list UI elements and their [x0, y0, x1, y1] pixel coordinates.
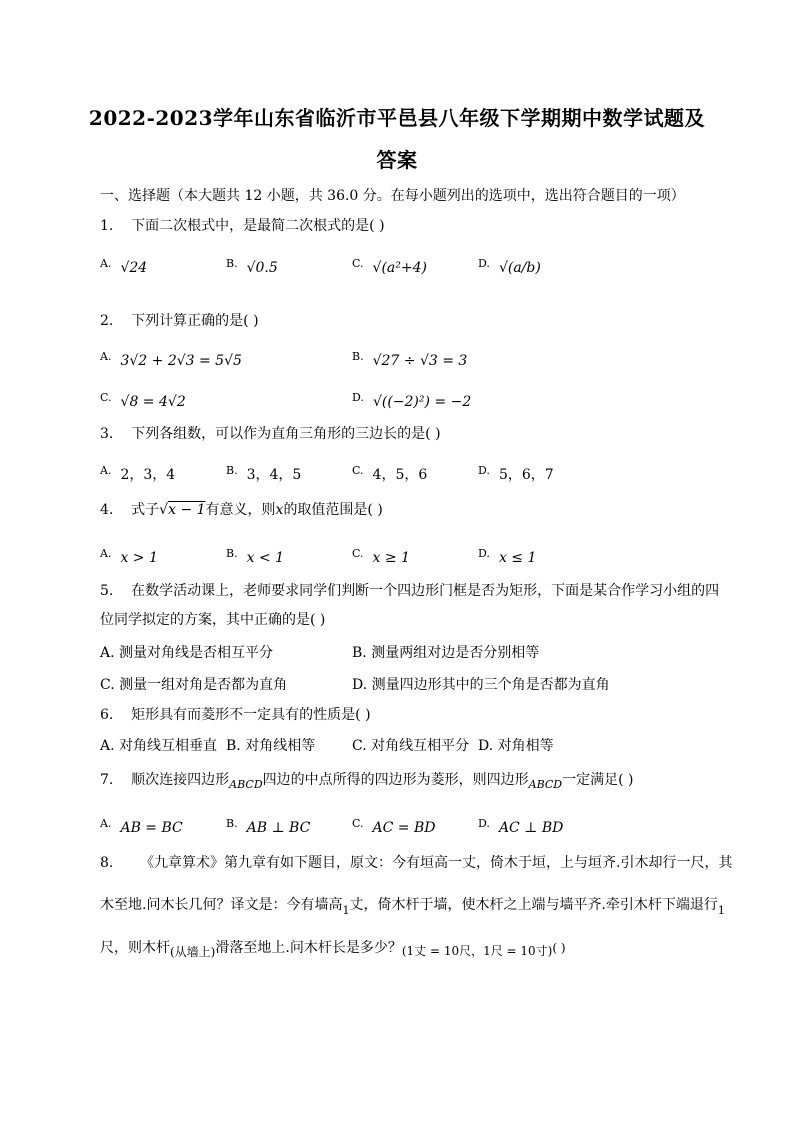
option-a: $^{A.}$ x > 1: [100, 547, 158, 566]
question-2: [100, 311, 259, 331]
question-number: 5.: [100, 583, 114, 599]
question-number: 6.: [100, 707, 114, 723]
question-number: 3.: [100, 426, 114, 442]
option-b: $^{B.}$ AB ⊥ BC: [226, 817, 311, 836]
question-stem-continued: 木至地.问木长几何？译文是：今有墙高$_1$丈，倚木杆于墙，使木杆之上端与墙平齐.牵引木杆下端退行$_1$: [100, 897, 725, 917]
option-b: $^{B.}$ √27 ÷ √3 = 3: [352, 350, 468, 369]
question-stem: 下列各组数，可以作为直角三角形的三边长的是( ): [131, 426, 441, 442]
option-d: $^{D.}$ √(a/b): [478, 257, 541, 276]
option-c: C. 测量一组对角是否都为直角: [100, 677, 288, 693]
radical-expression: √x − 1: [159, 502, 206, 518]
option-c: C. 对角线互相平分: [352, 738, 470, 754]
question-5: [100, 581, 719, 601]
option-d: $^{D.}$ 5，6，7: [478, 464, 554, 483]
question-stem-continued: 尺，则木杆(从墙上)滑落至地上.问木杆长是多少？(1丈 = 10尺，1尺 = 10寸)( ): [100, 940, 566, 959]
question-1: [100, 216, 385, 236]
question-7: 7. 顺次连接四边形$_{ABCD}$四边的中点所得的四边形为菱形，则四边形$_{ABCD}$一定满足( ): [100, 772, 634, 791]
option-b: $^{B.}$ 3，4，5: [226, 464, 302, 483]
option-d: $^{D.}$ AC ⊥ BD: [478, 817, 564, 836]
option-b: $^{B.}$ √0.5: [226, 257, 278, 276]
question-8: [100, 853, 733, 873]
option-b: $^{B.}$ x < 1: [226, 547, 285, 566]
option-c: $^{C.}$ x ≥ 1: [352, 547, 410, 566]
option-d: $^{D.}$ x ≤ 1: [478, 547, 537, 566]
question-stem-continued: 位同学拟定的方案，其中正确的是( ): [100, 612, 326, 628]
option-d: D. 对角相等: [478, 738, 554, 754]
option-a: $^{A.}$ 2，3，4: [100, 464, 176, 483]
section-heading: 一、选择题（本大题共 12 小题，共 36.0 分。在每小题列出的选项中，选出符合题目的一项）: [100, 188, 685, 204]
question-stem: 矩形具有而菱形不一定具有的性质是( ): [131, 707, 371, 723]
question-stem: 下列计算正确的是( ): [131, 313, 259, 329]
page-title: 2022-2023学年山东省临沂市平邑县八年级下学期期中数学试题及: [88, 106, 706, 130]
option-a: A. 对角线互相垂直: [100, 738, 218, 754]
question-3: [100, 424, 441, 444]
option-a: $^{A.}$ √24: [100, 257, 148, 276]
option-b: B. 测量两组对边是否分别相等: [352, 645, 540, 661]
page-title-continued: 答案: [376, 148, 418, 172]
question-4: 4. 式子√x − 1有意义，则x的取值范围是( ): [100, 502, 383, 518]
question-number: 7.: [100, 772, 114, 788]
option-c: $^{C.}$ √(a²+4): [352, 257, 427, 276]
option-a: $^{A.}$ AB = BC: [100, 817, 183, 836]
option-d: $^{D.}$ √((−2)²) = −2: [352, 391, 472, 410]
option-c: $^{C.}$ 4，5，6: [352, 464, 428, 483]
question-number: 2.: [100, 313, 114, 329]
option-a: A. 测量对角线是否相互平分: [100, 645, 274, 661]
option-d: D. 测量四边形其中的三个角是否都为直角: [352, 677, 610, 693]
option-a: $^{A.}$ 3√2 + 2√3 = 5√5: [100, 350, 242, 369]
question-stem: 在数学活动课上，老师要求同学们判断一个四边形门框是否为矩形，下面是某合作学习小组的四: [131, 583, 720, 599]
question-stem: 下面二次根式中，是最简二次根式的是( ): [131, 218, 385, 234]
question-number: 4.: [100, 502, 114, 518]
option-c: $^{C.}$ AC = BD: [352, 817, 436, 836]
question-stem: 《九章算术》第九章有如下题目，原文：今有垣高一丈，倚木于垣，上与垣齐.引木却行一尺，其: [140, 855, 733, 871]
option-b: B. 对角线相等: [226, 738, 316, 754]
question-6: [100, 705, 371, 725]
option-c: $^{C.}$ √8 = 4√2: [100, 391, 186, 410]
question-number: 1.: [100, 218, 114, 234]
question-number: 8.: [100, 855, 114, 871]
